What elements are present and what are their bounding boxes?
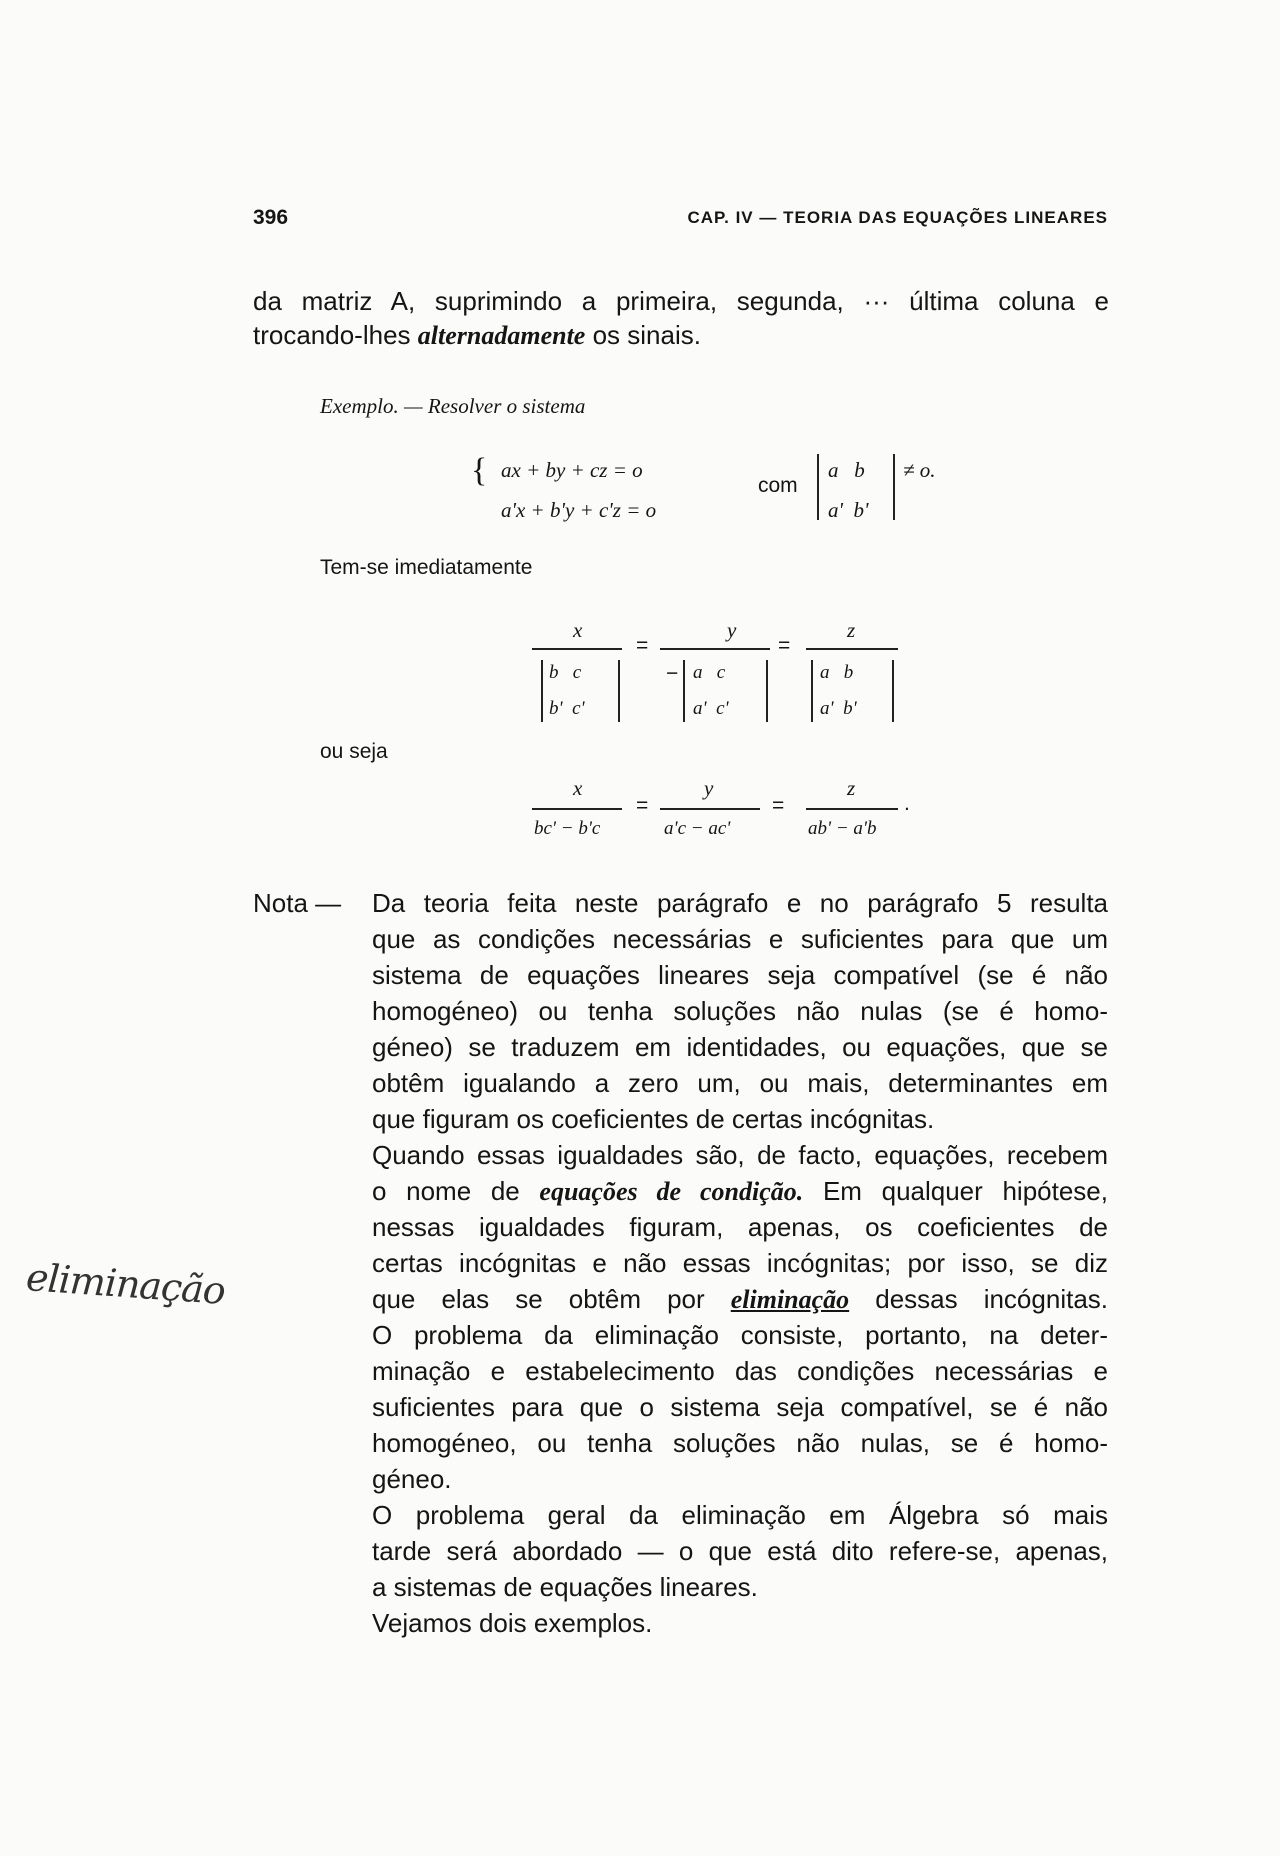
p2-line-3: nessas igualdades figuram, apenas, os coeficientes de (372, 1212, 1108, 1242)
handwritten-margin-note: eliminação (24, 1255, 227, 1313)
intro-line-1: da matriz A, suprimindo a primeira, segunda, ··· última coluna e (253, 286, 1109, 316)
frac1-det2-r1: a c (693, 662, 726, 683)
frac2-den-1: bc' − b'c (534, 818, 601, 839)
frac2-eq-1: = (636, 794, 649, 817)
nota-line-4: homogéneo) ou tenha soluções não nulas (se é homo- (372, 996, 1108, 1026)
p2-line-5: que elas se obtêm por eliminação dessas incógnitas. (372, 1284, 1108, 1314)
frac1-minus: − (666, 662, 679, 685)
det-row-2: a' b' (828, 498, 869, 522)
frac2-eq-2: = (772, 794, 785, 817)
frac1-num-x: x (573, 618, 583, 642)
det-bar-left (817, 454, 819, 520)
p2-line-1: Quando essas igualdades são, de facto, equações, recebem (372, 1140, 1108, 1170)
frac1-eq-2: = (778, 634, 791, 657)
nota-line-2: que as condições necessárias e suficientes para que um (372, 924, 1108, 954)
frac1-det3-r1: a b (820, 662, 854, 683)
frac1-bar-3 (806, 648, 898, 650)
frac1-num-z: z (847, 618, 856, 642)
frac2-den-3: ab' − a'b (808, 818, 877, 839)
not-equal-zero: ≠ o. (903, 458, 936, 482)
frac1-det2-r2: a' c' (693, 698, 729, 719)
page-number: 396 (253, 206, 289, 229)
nota-line-1: Da teoria feita neste parágrafo e no parágrafo 5 resulta (372, 888, 1108, 918)
p3-line-3: a sistemas de equações lineares. (372, 1572, 758, 1602)
frac1-det3-left (811, 660, 813, 722)
frac1-det1-right (618, 660, 620, 722)
p2-line-6: O problema da eliminação consiste, portanto, na deter- (372, 1320, 1108, 1350)
frac1-det2-left (683, 660, 685, 722)
frac1-det1-r1: b c (549, 662, 582, 683)
nota-line-3: sistema de equações lineares seja compatível (se é não (372, 960, 1108, 990)
frac2-num-z: z (847, 776, 856, 800)
p2-line-4: certas incógnitas e não essas incógnitas; por isso, se diz (372, 1248, 1108, 1278)
p2-line-7: minação e estabelecimento das condições necessárias e (372, 1356, 1108, 1386)
frac2-bar-1 (532, 808, 622, 810)
p3-line-2: tarde será abordado — o que está dito refere-se, apenas, (372, 1536, 1108, 1566)
frac1-det1-left (541, 660, 543, 722)
frac2-bar-3 (806, 808, 898, 810)
nota-line-6: obtêm igualando a zero um, ou mais, determinantes em (372, 1068, 1108, 1098)
p2-line-2: o nome de equações de condição. Em qualquer hipótese, (372, 1176, 1108, 1206)
det-bar-right (893, 454, 895, 520)
frac1-bar-1 (532, 648, 622, 650)
frac1-det2-right (766, 660, 768, 722)
equation-1: ax + by + cz = o (501, 458, 643, 482)
frac1-det3-r2: a' b' (820, 698, 857, 719)
equation-2: a'x + b'y + c'z = o (501, 498, 657, 522)
system-brace: { (471, 452, 488, 489)
tem-se-label: Tem-se imediatamente (320, 556, 533, 579)
frac2-num-x: x (573, 776, 583, 800)
intro-line-2: trocando-lhes alternadamente os sinais. (253, 320, 701, 350)
p2-line-10: géneo. (372, 1464, 452, 1494)
frac2-den-2: a'c − ac' (664, 818, 731, 839)
p2-line-9: homogéneo, ou tenha soluções não nulas, se é homo- (372, 1428, 1108, 1458)
frac1-bar-2 (660, 648, 770, 650)
p4-line: Vejamos dois exemplos. (372, 1608, 653, 1638)
com-label: com (758, 474, 798, 497)
emphasis-eliminacao: eliminação (730, 1285, 850, 1314)
nota-line-7: que figuram os coeficientes de certas incógnitas. (372, 1104, 935, 1134)
p2-line-8: suficientes para que o sistema seja compatível, se é não (372, 1392, 1108, 1422)
p3-line-1: O problema geral da eliminação em Álgebra só mais (372, 1500, 1108, 1530)
emphasis-alternadamente: alternadamente (417, 321, 586, 350)
frac1-det3-right (892, 660, 894, 722)
det-row-1: a b (828, 458, 865, 482)
nota-line-5: géneo) se traduzem em identidades, ou equações, que se (372, 1032, 1108, 1062)
chapter-title: CAP. IV — TEORIA DAS EQUAÇÕES LINEARES (687, 208, 1108, 227)
frac2-num-y: y (704, 776, 714, 800)
example-label: Exemplo. — Resolver o sistema (320, 394, 586, 418)
frac2-bar-2 (660, 808, 760, 810)
nota-label: Nota — (253, 888, 342, 918)
frac1-det1-r2: b' c' (549, 698, 585, 719)
frac1-eq-1: = (636, 634, 649, 657)
ou-seja-label: ou seja (320, 740, 388, 763)
frac1-num-y: y (727, 618, 737, 642)
emphasis-equacoes-de-condicao: equações de condição. (539, 1177, 804, 1206)
frac2-end-period: . (904, 792, 910, 815)
